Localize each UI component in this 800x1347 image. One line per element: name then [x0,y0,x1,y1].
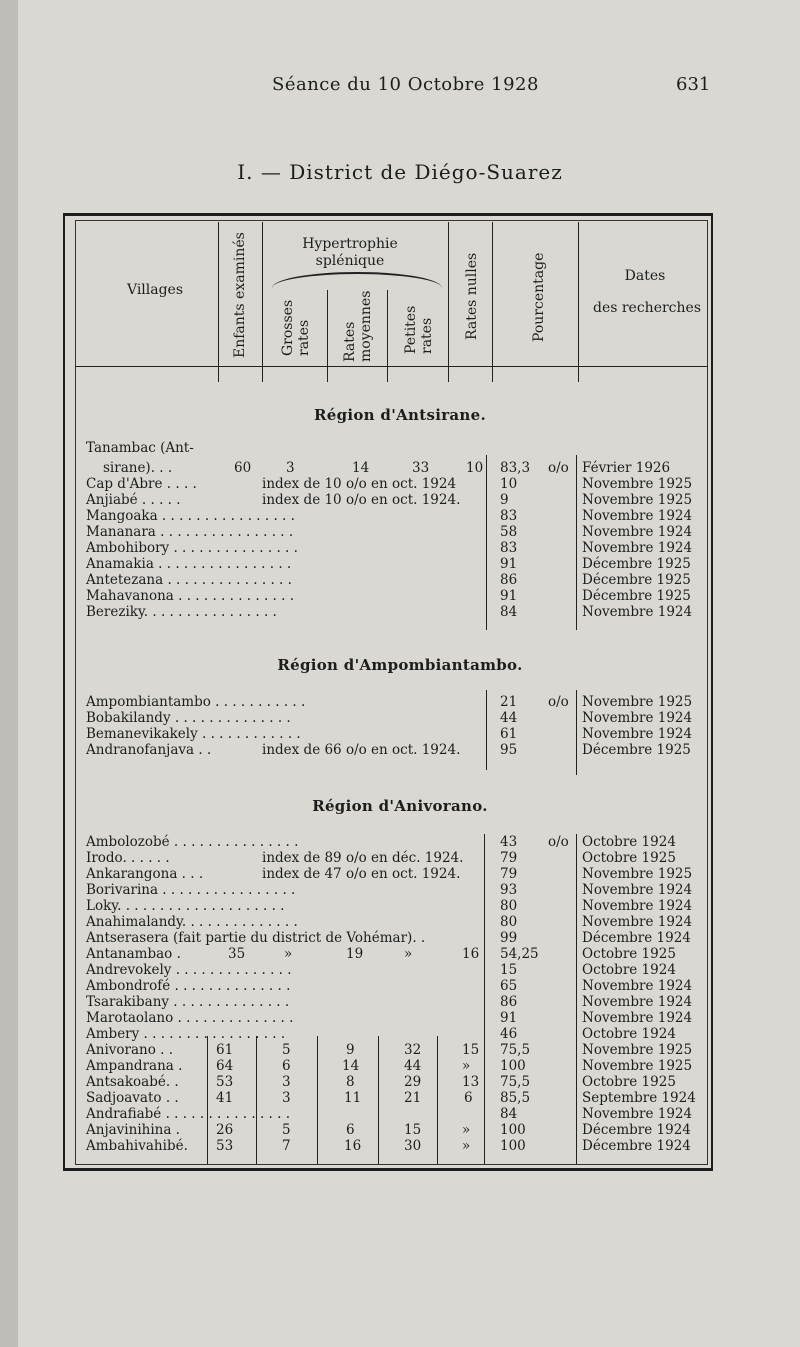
rule [484,834,485,1164]
date-cell: Novembre 1924 [582,882,693,898]
date-cell: Décembre 1924 [582,1122,691,1138]
date-cell: Novembre 1924 [582,978,693,994]
village-cell: Antserasera (fait partie du district de Vohémar). . [86,930,426,946]
pct-cell: 43 [500,834,518,850]
nulles-cell: 6 [464,1090,473,1106]
village-cell: Tanambac (Ant- [86,440,194,456]
pct-cell: 9 [500,492,509,508]
pct-cell: 86 [500,572,518,588]
nulles-cell: » [462,1058,471,1074]
village-cell: Bereziky. . . . . . . . . . . . . . . . [86,604,277,620]
rule [262,222,263,382]
enfants-cell: 26 [216,1122,234,1138]
pct-cell: 61 [500,726,518,742]
grosses-cell: 5 [282,1042,291,1058]
nulles-cell: 15 [462,1042,480,1058]
date-cell: Décembre 1925 [582,572,691,588]
village-cell: Ankarangona . . . [86,866,204,882]
petites-cell: 33 [412,460,430,476]
pct-unit: o/o [548,834,569,850]
header-pourcentage: Pourcentage [531,252,547,342]
nulles-cell: 16 [462,946,480,962]
village-cell: sirane). . . [103,460,173,476]
moyennes-cell: 16 [344,1138,362,1154]
pct-cell: 75,5 [500,1074,531,1090]
date-cell: Novembre 1925 [582,476,693,492]
pct-cell: 15 [500,962,518,978]
date-cell: Octobre 1924 [582,834,676,850]
date-cell: Novembre 1924 [582,898,693,914]
enfants-cell: 64 [216,1058,234,1074]
village-cell: Anamakia . . . . . . . . . . . . . . . . [86,556,292,572]
pct-cell: 46 [500,1026,518,1042]
moyennes-cell: 11 [344,1090,362,1106]
date-cell: Novembre 1924 [582,604,693,620]
date-cell: Décembre 1924 [582,930,691,946]
petites-cell: 21 [404,1090,422,1106]
region-heading: Région d'Anivorano. [312,797,488,815]
nulles-cell: 10 [466,460,484,476]
pct-cell: 95 [500,742,518,758]
region-heading: Région d'Antsirane. [313,406,487,424]
rule [576,455,577,630]
rule [218,222,219,382]
pct-unit: o/o [548,460,569,476]
rule [448,222,449,382]
note-cell: index de 47 o/o en oct. 1924. [262,866,461,882]
rule [207,1036,208,1164]
village-cell: Andrafiabé . . . . . . . . . . . . . . . [86,1106,291,1122]
header-dates-2: des recherches [592,300,702,316]
date-cell: Février 1926 [582,460,671,476]
village-cell: Tsarakibany . . . . . . . . . . . . . . [86,994,290,1010]
enfants-cell: 53 [216,1074,234,1090]
date-cell: Décembre 1925 [582,742,691,758]
pct-cell: 85,5 [500,1090,531,1106]
grosses-cell: 7 [282,1138,291,1154]
village-cell: Antsakoabé. . [86,1074,179,1090]
grosses-cell: 5 [282,1122,291,1138]
date-cell: Novembre 1924 [582,994,693,1010]
pct-cell: 75,5 [500,1042,531,1058]
grosses-cell: 3 [286,460,295,476]
pct-cell: 44 [500,710,518,726]
date-cell: Décembre 1925 [582,556,691,572]
village-cell: Anjiabé . . . . . [86,492,181,508]
rule [486,455,487,630]
header-nulles: Rates nulles [464,252,480,340]
village-cell: Anivorano . . [86,1042,174,1058]
pct-cell: 93 [500,882,518,898]
date-cell: Novembre 1924 [582,914,693,930]
nulles-cell: 13 [462,1074,480,1090]
pct-cell: 79 [500,866,518,882]
rule [437,1036,438,1164]
pct-cell: 58 [500,524,518,540]
date-cell: Décembre 1924 [582,1138,691,1154]
rule [256,1036,257,1164]
village-cell: Ambondrofé . . . . . . . . . . . . . . [86,978,291,994]
page-number: 631 [676,74,711,95]
header-villages: Villages [126,282,184,298]
pct-cell: 91 [500,556,518,572]
moyennes-cell: 6 [346,1122,355,1138]
note-cell: index de 89 o/o en déc. 1924. [262,850,464,866]
header-hypertrophie: Hypertrophie splénique [302,236,398,269]
village-cell: Ambolozobé . . . . . . . . . . . . . . . [86,834,299,850]
pct-cell: 100 [500,1122,526,1138]
header-moyennes: Rates moyennes [342,290,374,362]
rule [578,222,579,382]
date-cell: Décembre 1925 [582,588,691,604]
village-cell: Sadjoavato . . [86,1090,179,1106]
grosses-cell: 3 [282,1090,291,1106]
note-cell: index de 10 o/o en oct. 1924. [262,492,461,508]
pct-cell: 80 [500,914,518,930]
pct-cell: 83 [500,540,518,556]
village-cell: Ambahivahibé. [86,1138,188,1154]
pct-cell: 83,3 [500,460,531,476]
note-cell: index de 66 o/o en oct. 1924. [262,742,461,758]
section-title: I. — District de Diégo-Suarez [237,160,563,184]
village-cell: Andrevokely . . . . . . . . . . . . . . [86,962,292,978]
village-cell: Ampombiantambo . . . . . . . . . . . [86,694,306,710]
date-cell: Octobre 1924 [582,962,676,978]
enfants-cell: 61 [216,1042,234,1058]
region-heading: Région d'Ampombiantambo. [277,656,523,674]
village-cell: Marotaolano . . . . . . . . . . . . . . [86,1010,294,1026]
village-cell: Irodo. . . . . . [86,850,170,866]
village-cell: Bemanevikakely . . . . . . . . . . . . [86,726,301,742]
pct-cell: 86 [500,994,518,1010]
grosses-cell: 3 [282,1074,291,1090]
village-cell: Bobakilandy . . . . . . . . . . . . . . [86,710,291,726]
grosses-cell: 6 [282,1058,291,1074]
rule [317,1036,318,1164]
pct-cell: 10 [500,476,518,492]
date-cell: Octobre 1924 [582,1026,676,1042]
header-rule [75,366,708,367]
date-cell: Novembre 1925 [582,492,693,508]
petites-cell: 44 [404,1058,422,1074]
pct-cell: 80 [500,898,518,914]
pct-cell: 100 [500,1138,526,1154]
village-cell: Mangoaka . . . . . . . . . . . . . . . . [86,508,295,524]
village-cell: Anahimalandy. . . . . . . . . . . . . . [86,914,298,930]
pct-unit: o/o [548,694,569,710]
running-head: Séance du 10 Octobre 1928 [272,74,539,95]
petites-cell: 32 [404,1042,422,1058]
pct-cell: 100 [500,1058,526,1074]
pct-cell: 84 [500,604,518,620]
rule [378,1036,379,1164]
date-cell: Novembre 1925 [582,1042,693,1058]
date-cell: Septembre 1924 [582,1090,696,1106]
village-cell: Ambery . . . . . . . . . . . . . . . . . [86,1026,286,1042]
header-dates-1: Dates [624,268,666,284]
village-cell: Ampandrana . [86,1058,183,1074]
date-cell: Novembre 1924 [582,540,693,556]
enfants-cell: 35 [228,946,246,962]
pct-cell: 21 [500,694,518,710]
date-cell: Novembre 1924 [582,1106,693,1122]
pct-cell: 65 [500,978,518,994]
date-cell: Novembre 1924 [582,508,693,524]
moyennes-cell: 8 [346,1074,355,1090]
header-grosses: Grosses rates [280,299,312,356]
petites-cell: 29 [404,1074,422,1090]
village-cell: Borivarina . . . . . . . . . . . . . . . . [86,882,296,898]
pct-cell: 91 [500,1010,518,1026]
village-cell: Anjavinihina . [86,1122,180,1138]
date-cell: Novembre 1924 [582,726,693,742]
nulles-cell: » [462,1122,471,1138]
village-cell: Mahavanona . . . . . . . . . . . . . . [86,588,295,604]
grosses-cell: » [284,946,293,962]
petites-cell: » [404,946,413,962]
header-petites: Petites rates [403,305,435,354]
rule [486,690,487,770]
village-cell: Ambohibory . . . . . . . . . . . . . . . [86,540,298,556]
moyennes-cell: 14 [352,460,370,476]
enfants-cell: 60 [234,460,252,476]
date-cell: Novembre 1924 [582,1010,693,1026]
village-cell: Loky. . . . . . . . . . . . . . . . . . . . [86,898,285,914]
village-cell: Antetezana . . . . . . . . . . . . . . . [86,572,292,588]
enfants-cell: 53 [216,1138,234,1154]
pct-cell: 79 [500,850,518,866]
moyennes-cell: 19 [346,946,364,962]
date-cell: Octobre 1925 [582,946,676,962]
nulles-cell: » [462,1138,471,1154]
date-cell: Novembre 1925 [582,866,693,882]
pct-cell: 91 [500,588,518,604]
rule [492,222,493,382]
pct-cell: 54,25 [500,946,539,962]
note-cell: index de 10 o/o en oct. 1924 [262,476,457,492]
petites-cell: 15 [404,1122,422,1138]
moyennes-cell: 9 [346,1042,355,1058]
rule [387,290,388,382]
date-cell: Novembre 1924 [582,710,693,726]
date-cell: Octobre 1925 [582,850,676,866]
village-cell: Antanambao . [86,946,181,962]
date-cell: Octobre 1925 [582,1074,676,1090]
pct-cell: 83 [500,508,518,524]
pct-cell: 84 [500,1106,518,1122]
petites-cell: 30 [404,1138,422,1154]
date-cell: Novembre 1924 [582,524,693,540]
village-cell: Cap d'Abre . . . . [86,476,197,492]
rule [576,834,577,1164]
enfants-cell: 41 [216,1090,234,1106]
pct-cell: 99 [500,930,518,946]
moyennes-cell: 14 [342,1058,360,1074]
header-enfants: Enfants examinés [232,232,248,358]
rule [327,290,328,382]
date-cell: Novembre 1925 [582,694,693,710]
date-cell: Novembre 1925 [582,1058,693,1074]
village-cell: Mananara . . . . . . . . . . . . . . . . [86,524,294,540]
rule [576,690,577,775]
village-cell: Andranofanjava . . [86,742,212,758]
